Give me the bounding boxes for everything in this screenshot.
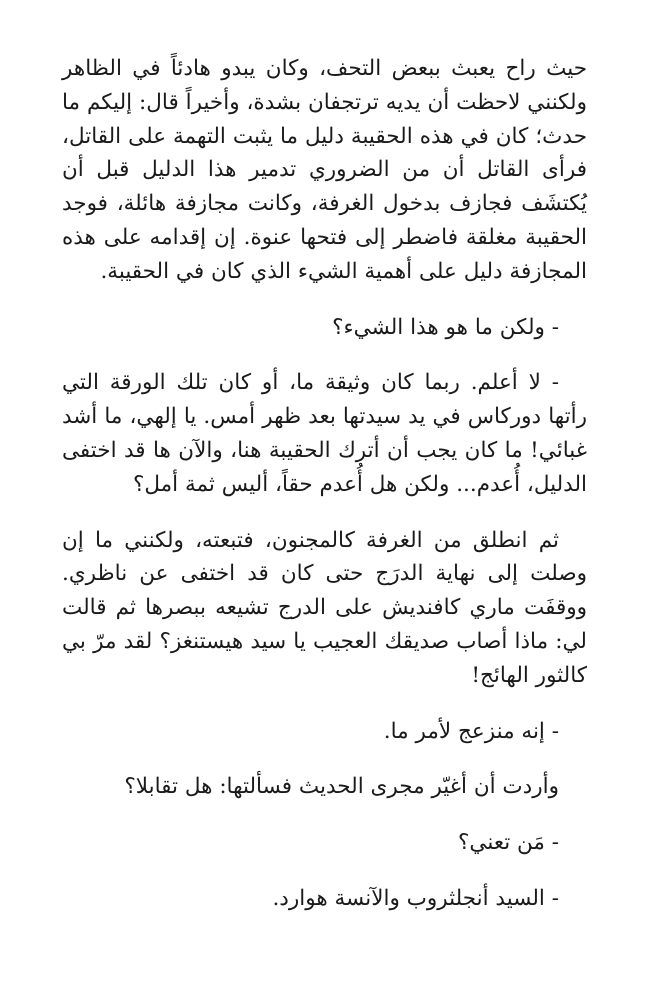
dialog-line-names: - السيد أنجلثروب والآنسة هوارد. <box>272 885 559 911</box>
dialog-line-question: - ولكن ما هو هذا الشيء؟ <box>332 314 559 340</box>
dialog-line-who: - مَن تعني؟ <box>458 830 559 856</box>
dialog-line-upset: - إنه منزعج لأمر ما. <box>383 718 559 744</box>
book-page <box>62 52 587 938</box>
paragraph-change-topic: وأردت أن أغيّر مجرى الحديث فسألتها: هل تقابلا؟ <box>124 774 559 800</box>
paragraph-mary-cavendish: ثم انطلق من الغرفة كالمجنون، فتبعته، ولكنني ما إن وصلت إلى نهاية الدرَج حتى كان قد اختفى عن ناظري. ووقفَت ماري كافنديش على الدرج تشيعه ببصرها ثم قالت لي: ماذا أصاب صديقك العجيب يا سيد هيستنغز؟ لقد مرّ بي كالثور الهائج! <box>62 527 587 688</box>
dialog-line-answer: - لا أعلم. ربما كان وثيقة ما، أو كان تلك الورقة التي رأتها دوركاس في يد سيدتها بعد ظهر أمس. يا إلهي، ما أشد غبائي! ما كان يجب أن أترك الحقيبة هنا، والآن ها قد اختفى الدليل، أُعدم... ولكن هل أُعدم حقاً، أليس ثمة أمل؟ <box>62 370 587 497</box>
paragraph-poirot-explains: حيث راح يعبث ببعض التحف، وكان يبدو هادئاً في الظاهر ولكنني لاحظت أن يديه ترتجفان بشدة، وأخيراً قال: إليكم ما حدث؛ كان في هذه الحقيبة دليل ما يثبت التهمة على القاتل، فرأى القاتل أن من الضروري تدمير هذا الدليل قبل أن يُكتشَف فجازف بدخول الغرفة، وكانت مجازفة هائلة، فوجد الحقيبة مغلقة فاضطر إلى فتحها عنوة. إن إقدامه على هذه المجازفة دليل على أهمية الشيء الذي كان في الحقيبة. <box>62 56 587 284</box>
